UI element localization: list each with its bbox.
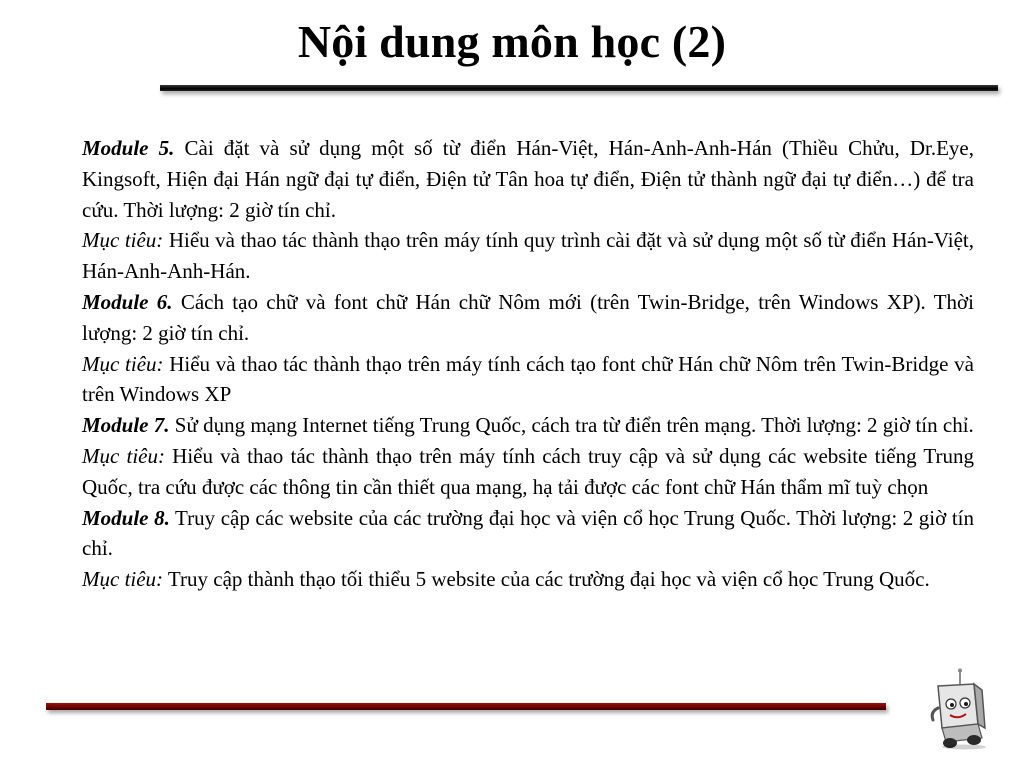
module-8-goal-text: Truy cập thành thạo tối thiểu 5 website của các trường đại học và viện cổ học Trung Quốc. <box>163 567 930 592</box>
module-7-text: Sử dụng mạng Internet tiếng Trung Quốc, cách tra từ điển trên mạng. Thời lượng: 2 giờ tín chỉ. <box>169 413 974 438</box>
module-6-goal-text: Hiểu và thao tác thành thạo trên máy tính cách tạo font chữ Hán chữ Nôm trên Twin-Bridge và trên Windows XP <box>82 351 975 407</box>
module-6-text: Cách tạo chữ và font chữ Hán chữ Nôm mới (trên Twin-Bridge, trên Windows XP). Thời lượng: 2 giờ tín chỉ. <box>82 289 974 345</box>
module-7-label: Module 7. <box>82 413 170 438</box>
module-8-goal-paragraph <box>82 564 974 595</box>
title-divider <box>160 85 998 91</box>
module-8-label: Module 8. <box>82 505 170 530</box>
module-8-paragraph <box>82 503 974 565</box>
module-7-paragraph <box>82 410 974 441</box>
slide-title: Nội dung môn học (2) <box>297 16 727 67</box>
module-5-goal-label: Mục tiêu: <box>82 228 164 253</box>
module-8-goal-label: Mục tiêu: <box>82 567 164 592</box>
module-7-goal-label: Mục tiêu: <box>82 443 165 468</box>
module-5-label: Module 5. <box>82 136 175 160</box>
module-6-goal-paragraph <box>82 349 974 411</box>
module-5-paragraph <box>82 133 974 225</box>
module-8-text: Truy cập các website của các trường đại học và viện cổ học Trung Quốc. Thời lượng: 2 giờ tín chỉ. <box>82 505 974 561</box>
module-6-paragraph <box>82 287 974 349</box>
module-6-label: Module 6. <box>82 289 173 314</box>
content-body <box>82 133 974 595</box>
module-5-text: Cài đặt và sử dụng một số từ điển Hán-Việt, Hán-Anh-Anh-Hán (Thiều Chửu, Dr.Eye, Kingsoft, Hiện đại Hán ngữ đại tự điển, Điện tử Tân hoa tự điển, Điện tử thành ngữ đại tự điển…) để tra cứu. Thời lượng: 2 giờ tín chỉ. <box>82 136 974 222</box>
robot-mascot-icon <box>924 668 988 750</box>
module-5-goal-paragraph <box>82 225 974 287</box>
module-6-goal-label: Mục tiêu: <box>82 351 164 376</box>
footer-divider <box>46 703 886 710</box>
module-5-goal-text: Hiểu và thao tác thành thạo trên máy tính quy trình cài đặt và sử dụng một số từ điển Hán-Việt, Hán-Anh-Anh-Hán. <box>82 228 975 284</box>
module-7-goal-text: Hiểu và thao tác thành thạo trên máy tính cách truy cập và sử dụng các website tiếng Trung Quốc, tra cứu được các thông tin cần thiết qua mạng, hạ tải được các font chữ Hán thẩm mĩ tuỳ chọn <box>82 443 975 499</box>
module-7-goal-paragraph <box>82 441 974 503</box>
